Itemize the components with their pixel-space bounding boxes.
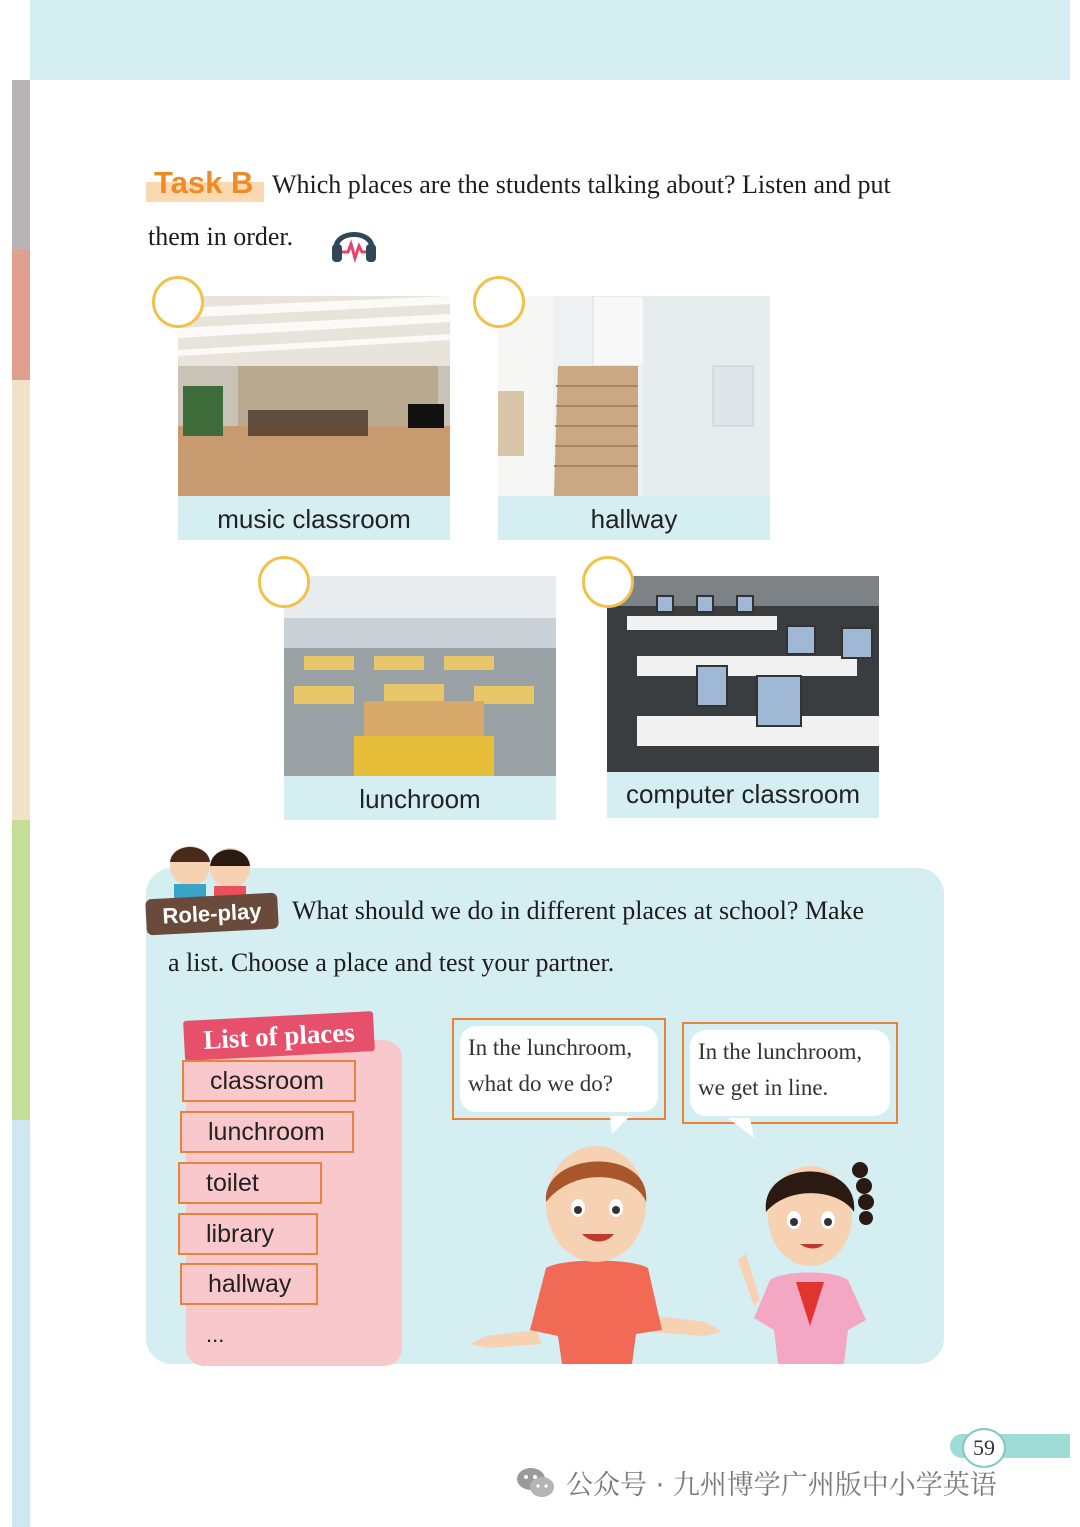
caption-computer-classroom: computer classroom xyxy=(607,772,879,818)
list-item-lunchroom: lunchroom xyxy=(180,1111,354,1153)
list-item-library: library xyxy=(178,1213,318,1255)
top-band xyxy=(30,0,1070,80)
computer-classroom-photo xyxy=(607,576,879,772)
girl-bubble-line2: we get in line. xyxy=(698,1075,829,1100)
girl-illustration xyxy=(730,1150,890,1364)
music-classroom-photo xyxy=(178,296,450,496)
headphones-icon[interactable] xyxy=(330,220,378,264)
bubble-tail-girl xyxy=(724,1118,764,1140)
order-circle-4[interactable] xyxy=(582,556,634,608)
lunchroom-photo xyxy=(284,576,556,776)
boy-bubble-line1: In the lunchroom, xyxy=(468,1035,633,1060)
wechat-icon xyxy=(516,1465,556,1499)
card-computer-classroom xyxy=(607,576,879,820)
role-play-badge xyxy=(145,893,279,936)
role-play-instruction-line1: What should we do in different places at school? Make xyxy=(292,896,865,925)
bubble-tail-boy xyxy=(600,1116,640,1136)
order-circle-3[interactable] xyxy=(258,556,310,608)
left-edge-strip xyxy=(12,80,30,1527)
task-b-instruction-line1: Which places are the students talking about? Listen and put xyxy=(272,170,891,199)
boy-bubble-line2: what do we do? xyxy=(468,1071,613,1096)
hallway-photo xyxy=(498,296,770,496)
task-b-badge xyxy=(146,164,264,204)
task-b-label: Task B xyxy=(154,165,254,200)
list-more-ellipsis: ... xyxy=(206,1322,225,1347)
card-hallway xyxy=(498,296,770,540)
role-play-instruction-line2: a list. Choose a place and test your partner. xyxy=(168,948,615,977)
card-lunchroom xyxy=(284,576,556,820)
list-item-hallway: hallway xyxy=(180,1263,318,1305)
watermark xyxy=(516,1462,997,1502)
task-b-instruction-line2: them in order. xyxy=(148,222,294,251)
boy-illustration xyxy=(466,1140,726,1364)
speech-bubble-boy xyxy=(452,1018,666,1120)
caption-music-classroom: music classroom xyxy=(178,496,450,540)
page-number: 59 xyxy=(962,1428,1006,1468)
caption-lunchroom: lunchroom xyxy=(284,776,556,820)
role-play-label: Role-play xyxy=(161,898,263,929)
order-circle-1[interactable] xyxy=(152,276,204,328)
list-item-classroom: classroom xyxy=(182,1060,356,1102)
list-title-text: List of places xyxy=(202,1017,356,1055)
list-item-toilet: toilet xyxy=(178,1162,322,1204)
speech-bubble-girl xyxy=(682,1022,898,1124)
order-circle-2[interactable] xyxy=(473,276,525,328)
watermark-text: 公众号 · 九州博学广州版中小学英语 xyxy=(566,1469,997,1501)
caption-hallway: hallway xyxy=(498,496,770,540)
kids-icon xyxy=(160,836,260,900)
girl-bubble-line1: In the lunchroom, xyxy=(698,1039,863,1064)
card-music-classroom xyxy=(178,296,450,540)
